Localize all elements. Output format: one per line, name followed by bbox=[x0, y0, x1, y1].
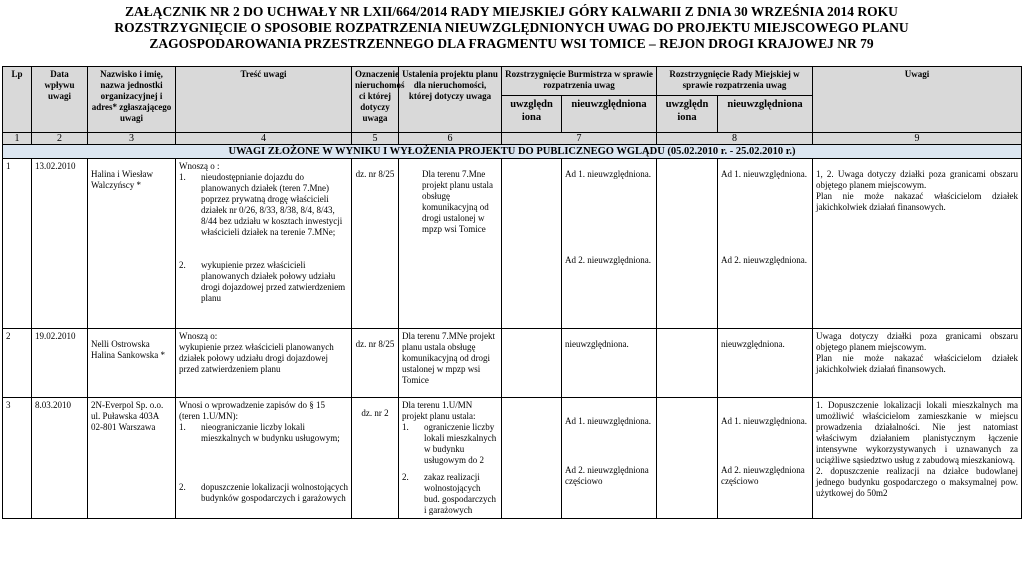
cell-data: 8.03.2010 bbox=[32, 398, 88, 519]
cell-rada-nieuwzgl: Ad 1. nieuwzględniona. Ad 2. nieuwzględniona częściowo bbox=[718, 398, 813, 519]
cell-burm-uwzgl bbox=[502, 159, 562, 329]
cell-data: 19.02.2010 bbox=[32, 329, 88, 398]
header-tresc: Treść uwagi bbox=[176, 67, 352, 133]
cell-burm-nieuwzgl: Ad 1. nieuwzględniona. Ad 2. nieuwzględniona. bbox=[562, 159, 657, 329]
cell-uwagi: Uwaga dotyczy działki poza granicami obszaru objętego planem miejscowym. Plan nie może nakazać właścicielom działek jakichkolwiek działań finansowych. bbox=[813, 329, 1022, 398]
colnum: 4 bbox=[176, 133, 352, 145]
header-rada-nieuwzgl: nieuwzględniona bbox=[718, 96, 813, 133]
section-title: UWAGI ZŁOŻONE W WYNIKU I WYŁOŻENIA PROJEKTU DO PUBLICZNEGO WGLĄDU (05.02.2010 r. - 25.02.2010 r.) bbox=[3, 145, 1022, 159]
colnum: 5 bbox=[352, 133, 399, 145]
colnum: 9 bbox=[813, 133, 1022, 145]
cell-lp: 2 bbox=[3, 329, 32, 398]
cell-nazwisko: Halina i Wiesław Walczyńscy * bbox=[88, 159, 176, 329]
cell-uwagi: 1. Dopuszczenie lokalizacji lokali mieszkalnych ma umożliwić właścicielom zamieszkanie w miejscu prowadzenia działalności. Nie jest natomiast właściwym działaniem planistycznym łączenie intensywne wykorzystywanych i uznawanych za uciążliwe sąsiedztwo usług z zabudową mieszkaniową. 2. dopuszczenie realizacji na działce budowlanej jednego budynku gospodarczego o maksymalnej pow. użytkowej do 50m2 bbox=[813, 398, 1022, 519]
title-line-3: ZAGOSPODAROWANIA PRZESTRZENNEGO DLA FRAGMENTU WSI TOMICE – REJON DROGI KRAJOWEJ NR 79 bbox=[149, 36, 874, 51]
remarks-table bbox=[2, 66, 1022, 519]
section-row bbox=[3, 145, 1022, 159]
column-numbers-row bbox=[3, 133, 1022, 145]
cell-oznaczenie: dz. nr 8/25 bbox=[352, 329, 399, 398]
cell-lp: 3 bbox=[3, 398, 32, 519]
colnum: 2 bbox=[32, 133, 88, 145]
header-rada-uwzgl: uwzględn iona bbox=[657, 96, 718, 133]
cell-nazwisko: Nelli Ostrowska Halina Sankowska * bbox=[88, 329, 176, 398]
colnum: 3 bbox=[88, 133, 176, 145]
cell-burm-nieuwzgl: Ad 1. nieuwzględniona. Ad 2. nieuwzględniona częściowo bbox=[562, 398, 657, 519]
cell-oznaczenie: dz. nr 8/25 bbox=[352, 159, 399, 329]
header-row bbox=[3, 67, 1022, 96]
cell-rada-uwzgl bbox=[657, 159, 718, 329]
cell-rada-nieuwzgl: nieuwzględniona. bbox=[718, 329, 813, 398]
cell-ustalenia: Dla terenu 7.Mne projekt planu ustala obsługę komunikacyjną od drogi ustalonej w mpzp wsi Tomice bbox=[399, 159, 502, 329]
cell-tresc: Wnoszą o: wykupienie przez właścicieli planowanych działek połowy udziału drogi dojazdowej przed zatwierdzeniem planu bbox=[176, 329, 352, 398]
cell-rada-uwzgl bbox=[657, 329, 718, 398]
table-row bbox=[3, 329, 1022, 398]
title-line-2: ROZSTRZYGNIĘCIE O SPOSOBIE ROZPATRZENIA NIEUWZGLĘDNIONYCH UWAG DO PROJEKTU MIEJSCOWEGO PLANU bbox=[114, 20, 909, 35]
cell-nazwisko: 2N-Everpol Sp. o.o. ul. Puławska 403A 02-801 Warszawa bbox=[88, 398, 176, 519]
title-line-1: ZAŁĄCZNIK NR 2 DO UCHWAŁY NR LXII/664/2014 RADY MIEJSKIEJ GÓRY KALWARII Z DNIA 30 WRZEŚNIA 2014 ROKU bbox=[125, 4, 898, 19]
cell-uwagi: 1, 2. Uwaga dotyczy działki poza granicami obszaru objętego planem miejscowym. Plan nie może nakazać właścicielom działek jakichkolwiek działań finansowych. bbox=[813, 159, 1022, 329]
header-nazwisko: Nazwisko i imię, nazwa jednostki organizacyjnej i adres* zgłaszającego uwagi bbox=[88, 67, 176, 133]
cell-oznaczenie: dz. nr 2 bbox=[352, 398, 399, 519]
cell-burm-uwzgl bbox=[502, 329, 562, 398]
cell-rada-uwzgl bbox=[657, 398, 718, 519]
cell-rada-nieuwzgl: Ad 1. nieuwzględniona. Ad 2. nieuwzględniona. bbox=[718, 159, 813, 329]
cell-burm-nieuwzgl: nieuwzględniona. bbox=[562, 329, 657, 398]
header-burm-uwzgl: uwzględn iona bbox=[502, 96, 562, 133]
document-title bbox=[0, 0, 1023, 58]
colnum: 8 bbox=[657, 133, 813, 145]
header-oznaczenie: Oznaczenie nieruchomoś ci której dotyczy uwaga bbox=[352, 67, 399, 133]
table-row bbox=[3, 398, 1022, 519]
cell-tresc: Wnosi o wprowadzenie zapisów do § 15 (teren 1.U/MN): 1. nieograniczanie liczby lokali mieszkalnych w budynku usługowym; 2. dopuszczenie lokalizacji wolnostojących budynków gospodarczych i garażowych bbox=[176, 398, 352, 519]
cell-tresc: Wnoszą o : 1. nieudostępnianie dojazdu do planowanych działek (teren 7.Mne) poprzez prywatną drogę właścicieli działek nr 0/26, 8/33, 8/38, 8/4, 8/43, 8/44 bez udziału w kosztach inwestycji właścicieli działek na terenie 7.MNe; 2. wykupienie przez właścicieli planowanych działek połowy udziału drogi dojazdowej przed zatwierdzeniem planu bbox=[176, 159, 352, 329]
cell-burm-uwzgl bbox=[502, 398, 562, 519]
header-burm-nieuwzgl: nieuwzględniona bbox=[562, 96, 657, 133]
header-ustalenia: Ustalenia projektu planu dla nieruchomości, której dotyczy uwaga bbox=[399, 67, 502, 133]
colnum: 1 bbox=[3, 133, 32, 145]
header-uwagi: Uwagi bbox=[813, 67, 1022, 133]
header-data: Data wpływu uwagi bbox=[32, 67, 88, 133]
header-burmistrz: Rozstrzygnięcie Burmistrza w sprawie rozpatrzenia uwag bbox=[502, 67, 657, 96]
cell-ustalenia: Dla terenu 7.MNe projekt planu ustala obsługę komunikacyjną od drogi ustalonej w mpzp wsi Tomice bbox=[399, 329, 502, 398]
header-lp: Lp bbox=[3, 67, 32, 133]
header-rada: Rozstrzygnięcie Rady Miejskiej w sprawie rozpatrzenia uwag bbox=[657, 67, 813, 96]
colnum: 6 bbox=[399, 133, 502, 145]
cell-ustalenia: Dla terenu 1.U/MN projekt planu ustala: 1. ograniczenie liczby lokali mieszkalnych w budynku usługowym do 2 2. zakaz realizacji wolnostojących bud. gospodarczych i garażowych bbox=[399, 398, 502, 519]
cell-data: 13.02.2010 bbox=[32, 159, 88, 329]
table-row bbox=[3, 159, 1022, 329]
cell-lp: 1 bbox=[3, 159, 32, 329]
colnum: 7 bbox=[502, 133, 657, 145]
